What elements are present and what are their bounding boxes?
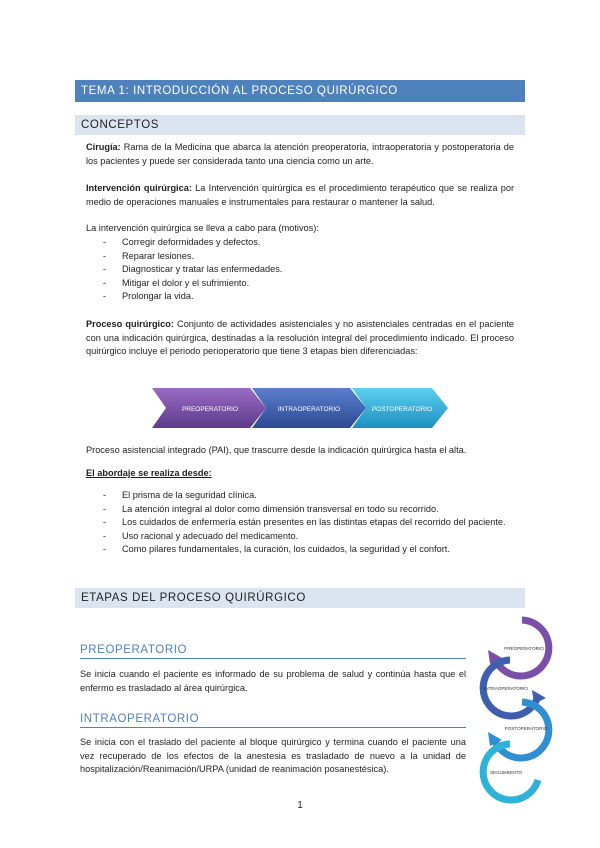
cycle-label-intraoperatorio: INTRAOPERATORIO — [484, 686, 528, 691]
list-item: - Reparar lesiones. — [103, 250, 195, 261]
list-item: - Corregir deformidades y defectos. — [103, 237, 261, 247]
arrow-label-preoperatorio: PREOPERATORIO — [181, 406, 239, 413]
cycle-label-seguimiento: SEGUIMIENTO — [489, 770, 523, 775]
motivos-intro: La intervención quirúrgica se lleva a cabo para (motivos): — [86, 223, 319, 233]
cycle-label-postoperatorio: POSTOPERATORIO — [504, 726, 548, 731]
pai-text: Proceso asistencial integrado (PAI), que trascurre desde la indicación quirúrgica hasta el alta. — [86, 445, 467, 455]
arrow-label-intraoperatorio: INTRAOPERATORIO — [277, 406, 341, 413]
heading-intraoperatorio: INTRAOPERATORIO — [80, 713, 466, 728]
definition-cirugia-text: Rama de la Medicina que abarca la atención preoperatoria, intraoperatoria y postoperatoria de los pacientes y puede ser considerada tanto una ciencia como un arte. — [86, 142, 514, 166]
section-heading-etapas: ETAPAS DEL PROCESO QUIRÚRGICO — [75, 588, 525, 608]
list-item: - Diagnosticar y tratar las enfermedades. — [103, 264, 283, 274]
arrow-label-postoperatorio: POSTOPERATORIO — [371, 406, 433, 413]
list-item: - Como pilares fundamentales, la curación, los cuidados, la seguridad y el confort. — [103, 544, 450, 554]
term-intervencion: Intervención quirúrgica: — [86, 183, 192, 193]
definition-proceso — [86, 318, 514, 359]
preoperatorio-text: Se inicia cuando el paciente es informado de su problema de salud y continúa hasta que el enfermo es trasladado al área quirúrgica. — [80, 669, 466, 693]
intraoperatorio-text: Se inicia con el traslado del paciente al bloque quirúrgico y termina cuando el paciente una vez recuperado de los efectos de la anestesia es trasladado de nuevo a la unidad de hospitalización/Reanimación/URPA (unidad de reanimación posanestésica). — [80, 737, 466, 774]
process-arrows-diagram — [152, 386, 452, 430]
abordaje-heading: El abordaje se realiza desde: — [86, 468, 212, 478]
page-number: 1 — [297, 800, 303, 811]
chapter-title: TEMA 1: INTRODUCCIÓN AL PROCESO QUIRÚRGICO — [75, 80, 525, 102]
definition-intervencion-text: La Intervención quirúrgica es el procedimiento terapéutico que se realiza por medio de operaciones manuales e instrumentales para restaurar o mantener la salud. — [86, 183, 515, 207]
cycle-label-preoperatorio: PREOPERATORIO — [504, 646, 544, 651]
list-item: - Mitigar el dolor y el sufrimiento. — [103, 277, 250, 288]
abordaje-list — [86, 489, 514, 557]
stages-cycle-diagram — [472, 614, 562, 804]
list-item: - Los cuidados de enfermería están presentes en las distintas etapas del recorrido del paciente. — [103, 517, 506, 527]
definition-proceso-text: Conjunto de actividades asistenciales y no asistenciales centradas en el paciente con una indicación quirúrgica, destinadas a la resolución integral del procedimiento indicado. El proceso quirúrgico incluye el periodo perioperatorio que tiene 3 etapas bien diferenciadas: — [86, 319, 514, 356]
list-item: - Uso racional y adecuado del medicamento. — [103, 530, 299, 541]
definition-intervencion — [86, 182, 514, 209]
heading-preoperatorio: PREOPERATORIO — [80, 644, 466, 659]
section-heading-conceptos: CONCEPTOS — [75, 115, 525, 135]
list-item: - Prolongar la vida. — [103, 291, 194, 301]
list-item: - La atención integral al dolor como dimensión transversal en todo su recorrido. — [103, 503, 439, 514]
definition-cirugia — [86, 141, 514, 168]
term-cirugia: Cirugía: — [86, 142, 121, 152]
term-proceso: Proceso quirúrgico: — [86, 319, 174, 329]
list-item: - El prisma de la seguridad clínica. — [103, 490, 257, 500]
motivos-list — [86, 236, 514, 304]
